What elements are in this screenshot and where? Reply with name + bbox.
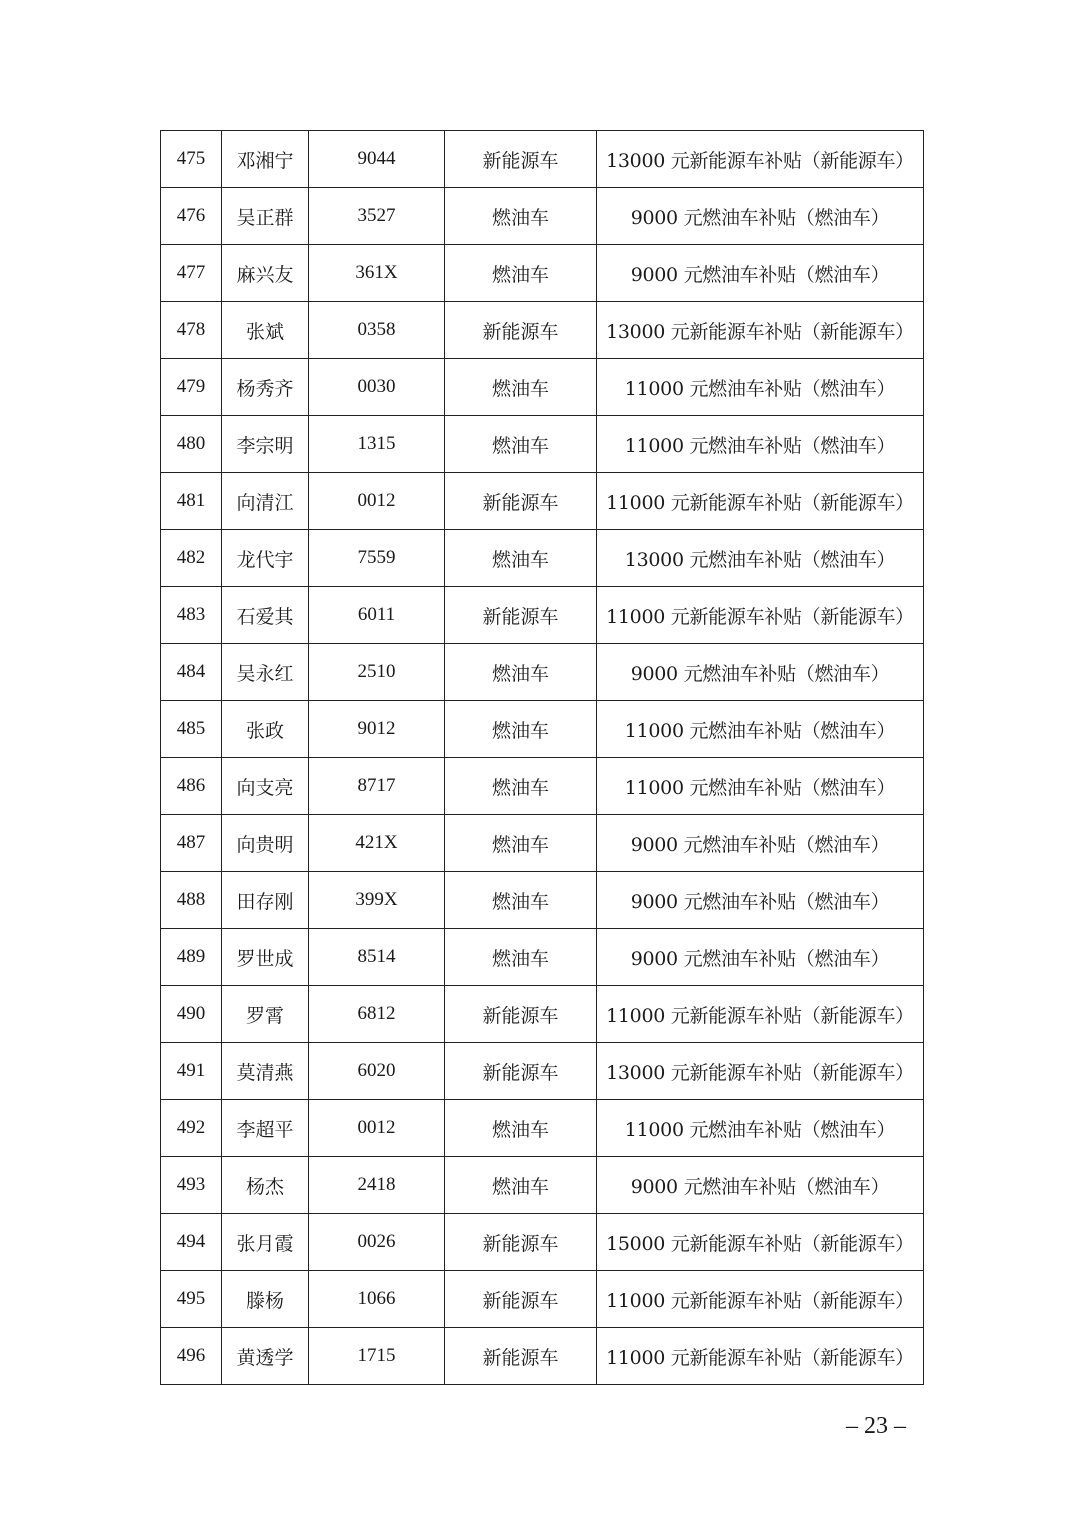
row-vehicle-type-cell: 燃油车 <box>445 530 597 587</box>
row-vehicle-type-cell: 燃油车 <box>445 245 597 302</box>
row-id-tail-cell: 2418 <box>309 1157 445 1214</box>
row-subsidy-cell: 13000 元新能源车补贴（新能源车） <box>597 1043 924 1100</box>
table-row <box>161 302 924 359</box>
row-vehicle-type-cell: 新能源车 <box>445 131 597 188</box>
row-name-cell: 麻兴友 <box>222 245 309 302</box>
row-vehicle-type-cell: 燃油车 <box>445 188 597 245</box>
row-subsidy-cell: 11000 元燃油车补贴（燃油车） <box>597 758 924 815</box>
row-name-cell: 吴正群 <box>222 188 309 245</box>
row-index-cell: 483 <box>161 587 222 644</box>
row-vehicle-type-cell: 燃油车 <box>445 416 597 473</box>
subsidy-table <box>160 130 924 1385</box>
row-index-cell: 490 <box>161 986 222 1043</box>
table-row <box>161 1043 924 1100</box>
row-id-tail-cell: 7559 <box>309 530 445 587</box>
row-index-cell: 486 <box>161 758 222 815</box>
row-index-cell: 478 <box>161 302 222 359</box>
table-row <box>161 701 924 758</box>
row-name-cell: 滕杨 <box>222 1271 309 1328</box>
row-subsidy-cell: 13000 元新能源车补贴（新能源车） <box>597 302 924 359</box>
row-index-cell: 484 <box>161 644 222 701</box>
table-row <box>161 929 924 986</box>
row-name-cell: 杨杰 <box>222 1157 309 1214</box>
row-vehicle-type-cell: 新能源车 <box>445 587 597 644</box>
table-row <box>161 1328 924 1385</box>
row-id-tail-cell: 1315 <box>309 416 445 473</box>
row-name-cell: 田存刚 <box>222 872 309 929</box>
row-vehicle-type-cell: 燃油车 <box>445 1100 597 1157</box>
table-row <box>161 473 924 530</box>
row-vehicle-type-cell: 新能源车 <box>445 1271 597 1328</box>
row-id-tail-cell: 9044 <box>309 131 445 188</box>
row-id-tail-cell: 399X <box>309 872 445 929</box>
row-id-tail-cell: 2510 <box>309 644 445 701</box>
row-index-cell: 493 <box>161 1157 222 1214</box>
table-row <box>161 758 924 815</box>
row-name-cell: 李超平 <box>222 1100 309 1157</box>
row-subsidy-cell: 9000 元燃油车补贴（燃油车） <box>597 815 924 872</box>
row-vehicle-type-cell: 新能源车 <box>445 302 597 359</box>
row-id-tail-cell: 0026 <box>309 1214 445 1271</box>
row-id-tail-cell: 6011 <box>309 587 445 644</box>
row-vehicle-type-cell: 燃油车 <box>445 929 597 986</box>
row-name-cell: 龙代宇 <box>222 530 309 587</box>
row-name-cell: 向清江 <box>222 473 309 530</box>
row-subsidy-cell: 9000 元燃油车补贴（燃油车） <box>597 1157 924 1214</box>
row-name-cell: 李宗明 <box>222 416 309 473</box>
row-subsidy-cell: 11000 元新能源车补贴（新能源车） <box>597 1271 924 1328</box>
row-subsidy-cell: 11000 元燃油车补贴（燃油车） <box>597 416 924 473</box>
row-id-tail-cell: 1066 <box>309 1271 445 1328</box>
row-subsidy-cell: 13000 元燃油车补贴（燃油车） <box>597 530 924 587</box>
row-vehicle-type-cell: 新能源车 <box>445 1043 597 1100</box>
row-id-tail-cell: 361X <box>309 245 445 302</box>
row-index-cell: 495 <box>161 1271 222 1328</box>
row-subsidy-cell: 11000 元燃油车补贴（燃油车） <box>597 359 924 416</box>
row-id-tail-cell: 3527 <box>309 188 445 245</box>
row-vehicle-type-cell: 燃油车 <box>445 359 597 416</box>
row-vehicle-type-cell: 燃油车 <box>445 815 597 872</box>
subsidy-table-body <box>161 131 924 1385</box>
table-row <box>161 359 924 416</box>
row-vehicle-type-cell: 新能源车 <box>445 1214 597 1271</box>
row-subsidy-cell: 9000 元燃油车补贴（燃油车） <box>597 245 924 302</box>
row-subsidy-cell: 11000 元新能源车补贴（新能源车） <box>597 1328 924 1385</box>
row-subsidy-cell: 9000 元燃油车补贴（燃油车） <box>597 188 924 245</box>
row-id-tail-cell: 0358 <box>309 302 445 359</box>
row-vehicle-type-cell: 燃油车 <box>445 758 597 815</box>
row-index-cell: 482 <box>161 530 222 587</box>
row-name-cell: 吴永红 <box>222 644 309 701</box>
row-id-tail-cell: 8717 <box>309 758 445 815</box>
row-name-cell: 向贵明 <box>222 815 309 872</box>
row-index-cell: 489 <box>161 929 222 986</box>
row-subsidy-cell: 11000 元新能源车补贴（新能源车） <box>597 473 924 530</box>
row-vehicle-type-cell: 燃油车 <box>445 644 597 701</box>
row-index-cell: 476 <box>161 188 222 245</box>
row-index-cell: 492 <box>161 1100 222 1157</box>
row-id-tail-cell: 0012 <box>309 1100 445 1157</box>
row-vehicle-type-cell: 新能源车 <box>445 986 597 1043</box>
row-id-tail-cell: 1715 <box>309 1328 445 1385</box>
row-name-cell: 黄透学 <box>222 1328 309 1385</box>
row-index-cell: 481 <box>161 473 222 530</box>
page-number: – 23 – <box>846 1413 906 1439</box>
row-subsidy-cell: 11000 元燃油车补贴（燃油车） <box>597 1100 924 1157</box>
table-row <box>161 986 924 1043</box>
row-index-cell: 494 <box>161 1214 222 1271</box>
table-row <box>161 131 924 188</box>
row-vehicle-type-cell: 新能源车 <box>445 1328 597 1385</box>
row-name-cell: 石爱其 <box>222 587 309 644</box>
table-row <box>161 530 924 587</box>
row-id-tail-cell: 0012 <box>309 473 445 530</box>
row-index-cell: 496 <box>161 1328 222 1385</box>
row-subsidy-cell: 11000 元燃油车补贴（燃油车） <box>597 701 924 758</box>
row-vehicle-type-cell: 燃油车 <box>445 701 597 758</box>
row-name-cell: 杨秀齐 <box>222 359 309 416</box>
table-row <box>161 188 924 245</box>
row-id-tail-cell: 421X <box>309 815 445 872</box>
row-subsidy-cell: 9000 元燃油车补贴（燃油车） <box>597 872 924 929</box>
row-name-cell: 莫清燕 <box>222 1043 309 1100</box>
table-row <box>161 1157 924 1214</box>
row-subsidy-cell: 15000 元新能源车补贴（新能源车） <box>597 1214 924 1271</box>
row-id-tail-cell: 0030 <box>309 359 445 416</box>
row-name-cell: 邓湘宁 <box>222 131 309 188</box>
row-id-tail-cell: 6812 <box>309 986 445 1043</box>
row-subsidy-cell: 11000 元新能源车补贴（新能源车） <box>597 986 924 1043</box>
row-index-cell: 488 <box>161 872 222 929</box>
table-row <box>161 872 924 929</box>
row-index-cell: 479 <box>161 359 222 416</box>
row-name-cell: 向支亮 <box>222 758 309 815</box>
row-name-cell: 张月霞 <box>222 1214 309 1271</box>
row-name-cell: 罗霄 <box>222 986 309 1043</box>
row-subsidy-cell: 9000 元燃油车补贴（燃油车） <box>597 929 924 986</box>
table-row <box>161 644 924 701</box>
table-row <box>161 1100 924 1157</box>
row-index-cell: 491 <box>161 1043 222 1100</box>
row-name-cell: 张斌 <box>222 302 309 359</box>
row-subsidy-cell: 11000 元新能源车补贴（新能源车） <box>597 587 924 644</box>
row-vehicle-type-cell: 新能源车 <box>445 473 597 530</box>
row-index-cell: 475 <box>161 131 222 188</box>
table-row <box>161 815 924 872</box>
row-subsidy-cell: 13000 元新能源车补贴（新能源车） <box>597 131 924 188</box>
row-subsidy-cell: 9000 元燃油车补贴（燃油车） <box>597 644 924 701</box>
row-id-tail-cell: 8514 <box>309 929 445 986</box>
row-name-cell: 张政 <box>222 701 309 758</box>
table-row <box>161 245 924 302</box>
table-row <box>161 1214 924 1271</box>
row-id-tail-cell: 6020 <box>309 1043 445 1100</box>
row-vehicle-type-cell: 燃油车 <box>445 872 597 929</box>
row-name-cell: 罗世成 <box>222 929 309 986</box>
table-row <box>161 587 924 644</box>
row-vehicle-type-cell: 燃油车 <box>445 1157 597 1214</box>
row-index-cell: 480 <box>161 416 222 473</box>
table-row <box>161 1271 924 1328</box>
row-index-cell: 487 <box>161 815 222 872</box>
row-id-tail-cell: 9012 <box>309 701 445 758</box>
table-row <box>161 416 924 473</box>
row-index-cell: 477 <box>161 245 222 302</box>
row-index-cell: 485 <box>161 701 222 758</box>
